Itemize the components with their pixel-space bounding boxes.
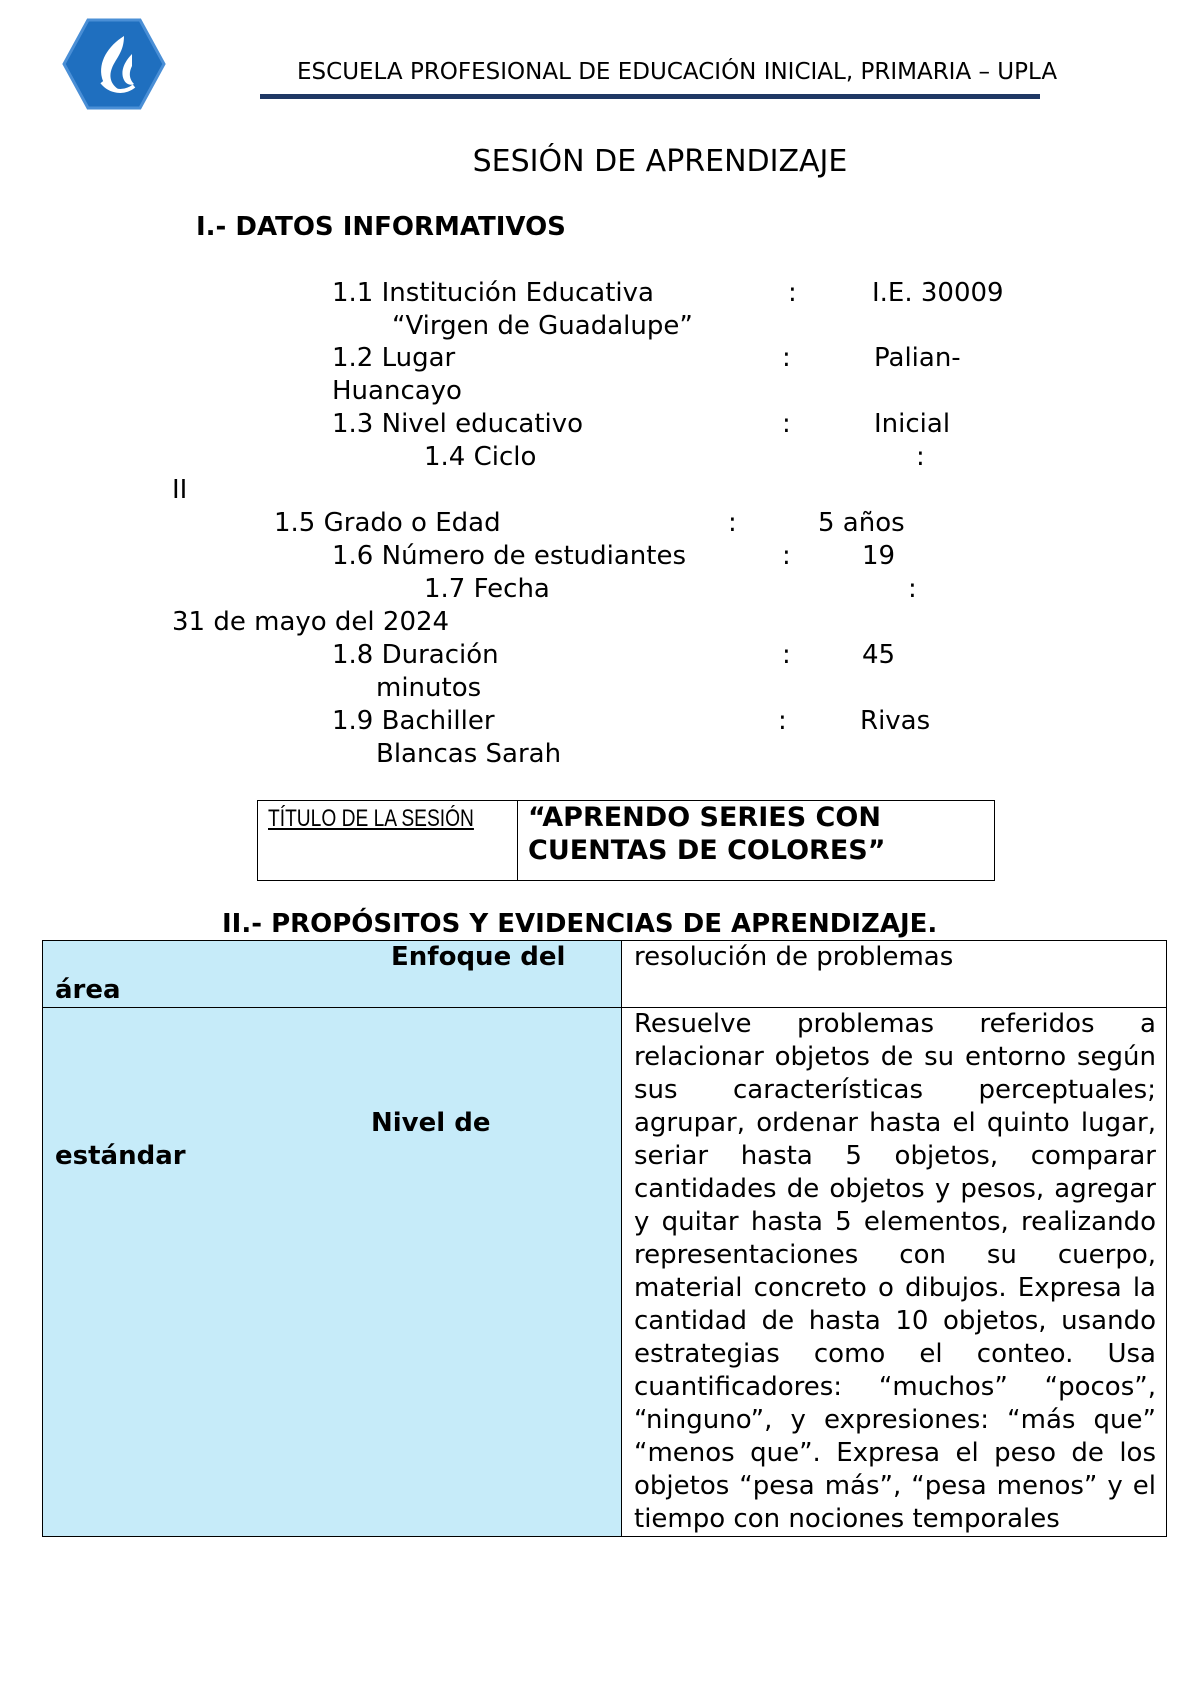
flame-logo-icon xyxy=(62,18,166,110)
item-1-3-value: Inicial xyxy=(874,409,951,439)
enfoque-label-a: Enfoque del xyxy=(391,942,566,972)
item-1-9-value: Rivas xyxy=(860,706,931,736)
item-1-5-colon: : xyxy=(728,508,737,538)
item-1-7-value: 31 de mayo del 2024 xyxy=(172,607,450,637)
section1-heading: I.- DATOS INFORMATIVOS xyxy=(196,212,566,242)
item-1-2-colon: : xyxy=(782,343,791,373)
item-1-5-value: 5 años xyxy=(818,508,905,538)
document-title: SESIÓN DE APRENDIZAJE xyxy=(472,144,848,179)
item-1-9-label: 1.9 Bachiller xyxy=(332,706,495,736)
item-1-4-colon: : xyxy=(916,442,925,472)
section2-heading: II.- PROPÓSITOS Y EVIDENCIAS DE APRENDIZAJE. xyxy=(222,909,938,939)
item-1-2-value: Palian- xyxy=(874,343,961,373)
item-1-7-colon: : xyxy=(908,574,917,604)
item-1-1-label: 1.1 Institución Educativa xyxy=(332,278,654,308)
purposes-table xyxy=(42,940,1167,1537)
item-1-1-colon: : xyxy=(788,278,797,308)
table-row xyxy=(43,1008,1167,1537)
estandar-label-cell xyxy=(43,1008,622,1537)
item-1-1-value-cont: “Virgen de Guadalupe” xyxy=(392,311,693,341)
item-1-5-label: 1.5 Grado o Edad xyxy=(274,508,501,538)
table-row xyxy=(43,941,1167,1008)
estandar-value-cell xyxy=(622,1008,1167,1537)
item-1-8-value: 45 xyxy=(862,640,896,670)
session-title-label: TÍTULO DE LA SESIÓN xyxy=(268,805,474,832)
item-1-4-label: 1.4 Ciclo xyxy=(424,442,537,472)
item-1-6-label: 1.6 Número de estudiantes xyxy=(332,541,687,571)
item-1-9-value-cont: Blancas Sarah xyxy=(376,739,562,769)
item-1-1-value: I.E. 30009 xyxy=(872,278,1004,308)
estandar-label-b: estándar xyxy=(55,1141,186,1171)
item-1-8-value-cont: minutos xyxy=(376,673,482,703)
item-1-9-colon: : xyxy=(778,706,787,736)
item-1-6-value: 19 xyxy=(862,541,896,571)
item-1-2-label: 1.2 Lugar xyxy=(332,343,456,373)
item-1-6-colon: : xyxy=(782,541,791,571)
session-title-box xyxy=(257,800,995,881)
item-1-4-value: II xyxy=(172,475,188,505)
header-rule xyxy=(260,94,1040,99)
item-1-2-value-cont: Huancayo xyxy=(332,376,462,406)
estandar-label-a: Nivel de xyxy=(371,1108,491,1138)
session-title-label-cell xyxy=(258,801,518,880)
enfoque-label-cell xyxy=(43,941,622,1008)
item-1-8-label: 1.8 Duración xyxy=(332,640,499,670)
estandar-value: Resuelve problemas referidos a relacionar objetos de su entorno según sus características perceptuales; agrupar, ordenar hasta el quinto lugar, seriar hasta 5 objetos, comparar cantidades de objetos y pesos, agregar y quitar hasta 5 elementos, realizando representaciones con su cuerpo, material concreto o dibujos. Expresa la cantidad de hasta 10 objetos, usando estrategias como el conteo. Usa cuantificadores: “muchos” “pocos”, “ninguno”, y expresiones: “más que” “menos que”. Expresa el peso de los objetos “pesa más”, “pesa menos” y el tiempo con nociones temporales xyxy=(634,1009,1156,1534)
item-1-3-label: 1.3 Nivel educativo xyxy=(332,409,584,439)
item-1-8-colon: : xyxy=(782,640,791,670)
institution-header: ESCUELA PROFESIONAL DE EDUCACIÓN INICIAL, PRIMARIA – UPLA xyxy=(297,59,1057,85)
item-1-3-colon: : xyxy=(782,409,791,439)
session-title-value: “APRENDO SERIES CON CUENTAS DE COLORES” xyxy=(528,802,886,866)
item-1-7-label: 1.7 Fecha xyxy=(424,574,550,604)
enfoque-value: resolución de problemas xyxy=(622,941,1167,1008)
enfoque-label-b: área xyxy=(55,975,121,1005)
